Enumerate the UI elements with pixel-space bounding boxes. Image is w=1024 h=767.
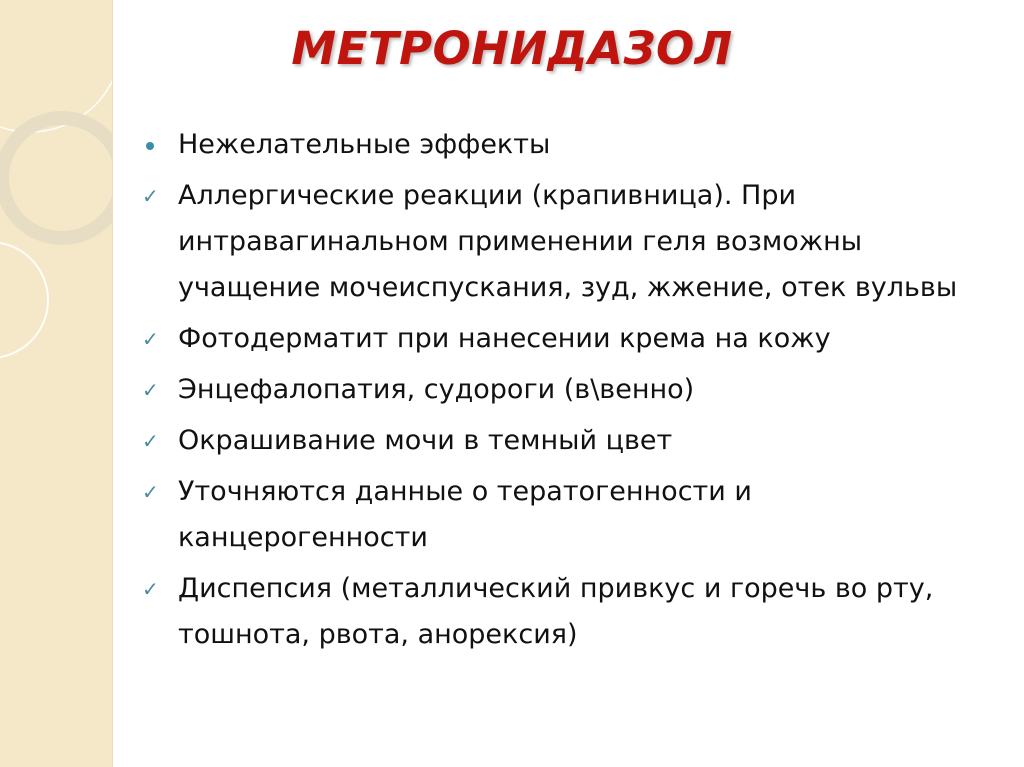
bullet-list [142, 122, 962, 663]
checkmark-icon: ✓ [142, 327, 159, 351]
checkmark-icon: ✓ [142, 378, 159, 402]
checkmark-icon: ✓ [142, 429, 159, 453]
decorative-rings [0, 0, 112, 767]
checkmark-icon: ✓ [142, 480, 159, 504]
list-item [142, 367, 962, 413]
list-item [142, 316, 962, 362]
checkmark-icon: ✓ [142, 184, 159, 208]
bullet-icon [142, 122, 170, 168]
list-item-text: Окрашивание мочи в темный цвет [178, 425, 673, 456]
slide-title: МЕТРОНИДАЗОЛ [291, 22, 733, 75]
list-item [142, 566, 962, 658]
list-item [142, 173, 962, 311]
list-item-text: Нежелательные эффекты [178, 129, 551, 160]
list-item [142, 469, 962, 561]
list-item [142, 122, 962, 168]
list-item-text: Аллергические реакции (крапивница). При интравагинальном применении геля возможны учащение мочеиспускания, зуд, жжение, отек вульвы [178, 180, 958, 303]
list-item-text: Энцефалопатия, судороги (в\венно) [178, 374, 695, 405]
checkmark-icon: ✓ [142, 577, 159, 601]
list-item-text: Фотодерматит при нанесении крема на кожу [178, 323, 831, 354]
list-item [142, 418, 962, 464]
list-item-text: Уточняются данные о тератогенности и канцерогенности [178, 476, 752, 553]
list-item-text: Диспепсия (металлический привкус и горечь во рту, тошнота, рвота, анорексия) [178, 573, 934, 650]
